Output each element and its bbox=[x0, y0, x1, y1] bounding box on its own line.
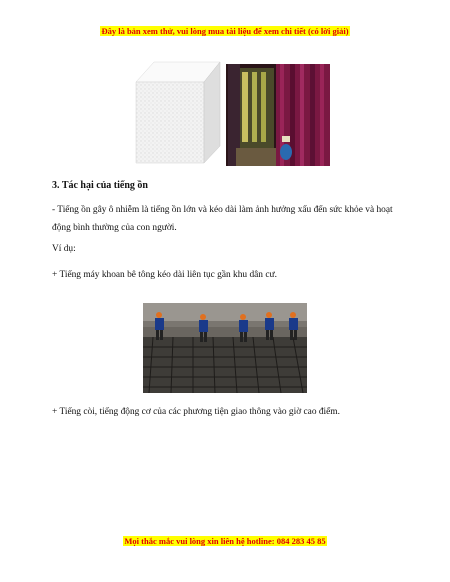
hotline-text: Mọi thắc mắc vui lòng xin liên hệ hotline: 084 283 45 85 bbox=[124, 536, 326, 546]
curtains-room-image bbox=[226, 64, 330, 166]
example-label: Ví dụ: bbox=[52, 244, 76, 254]
section-heading: 3. Tác hại của tiếng ồn bbox=[52, 180, 148, 191]
sound-insulation-foam-image bbox=[132, 60, 222, 164]
construction-workers-image bbox=[143, 303, 307, 393]
preview-notice-banner bbox=[0, 26, 450, 36]
hotline-banner bbox=[0, 536, 450, 546]
preview-notice-text: Đây là bản xem thử, vui lòng mua tài liệu để xem chi tiết (có lời giải) bbox=[101, 26, 349, 36]
harm-paragraph: - Tiếng ồn gây ô nhiễm là tiếng ồn lớn và kéo dài làm ảnh hưởng xấu đến sức khỏe và hoạt động bình thường của con người. bbox=[52, 205, 393, 233]
example-item-drilling: + Tiếng máy khoan bê tông kéo dài liên tục gần khu dân cư. bbox=[52, 270, 277, 280]
example-item-traffic: + Tiếng còi, tiếng động cơ của các phương tiện giao thông vào giờ cao điểm. bbox=[52, 407, 340, 417]
